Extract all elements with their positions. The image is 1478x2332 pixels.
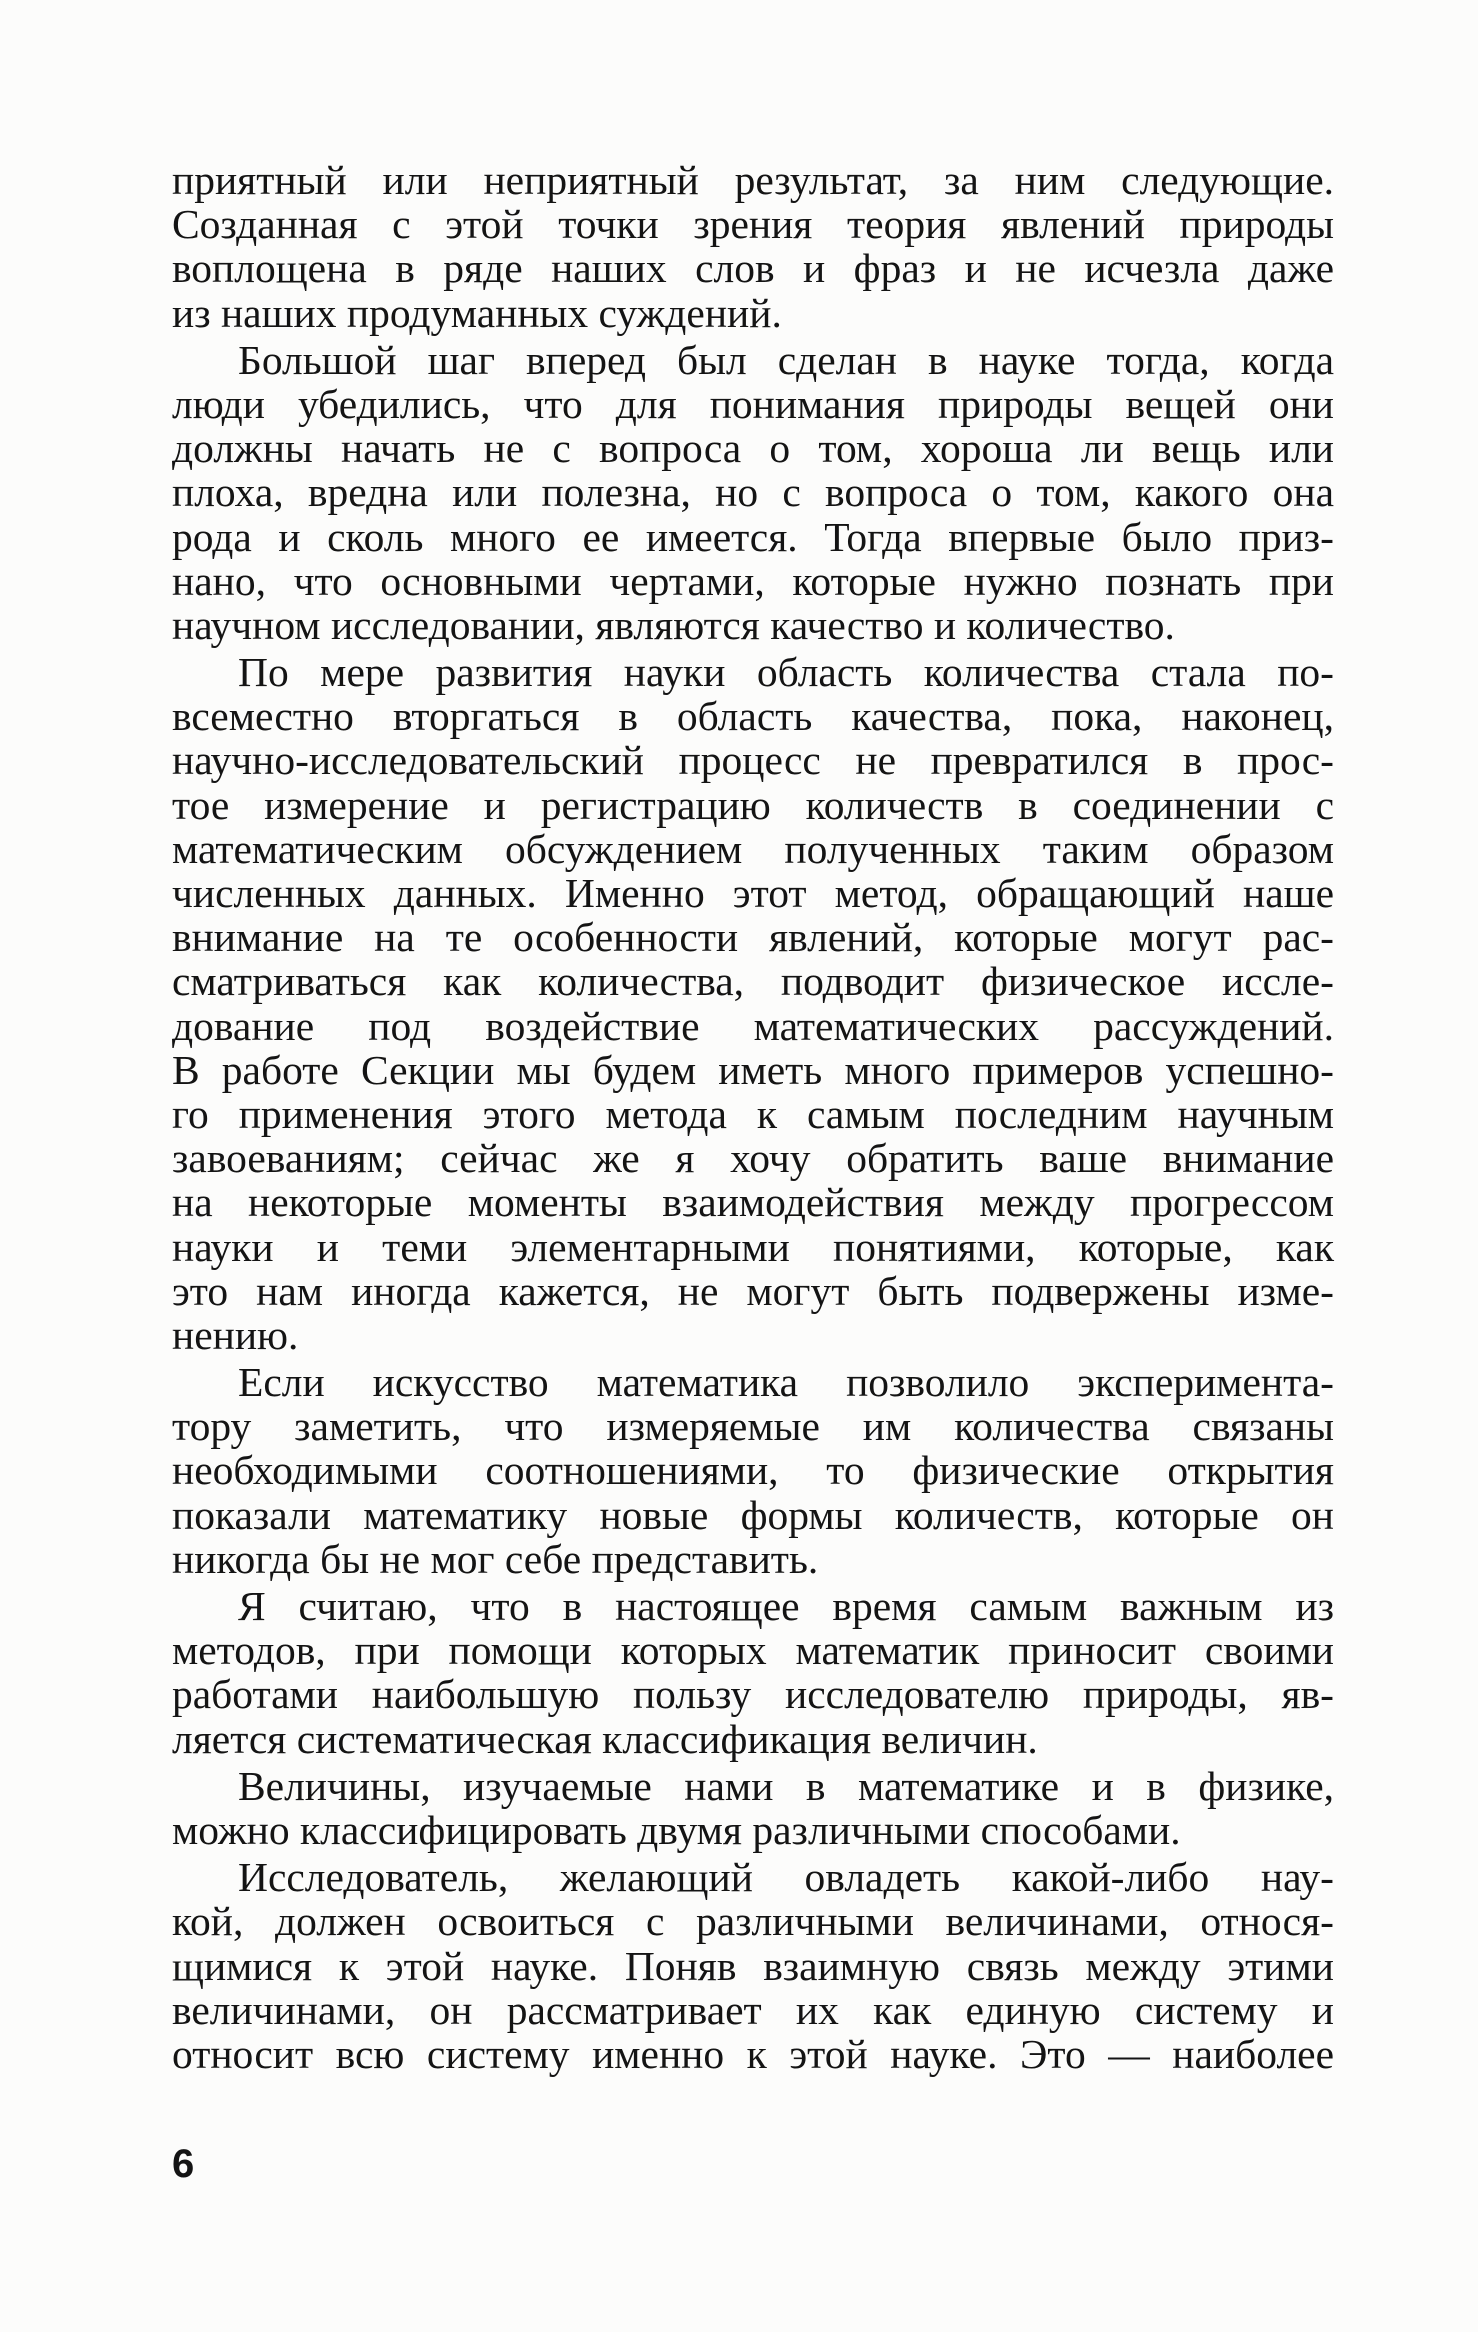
text-line: завоеваниям; сейчас же я хочу обратить ваше внимание: [172, 1135, 1334, 1182]
text-line: По мере развития науки область количества стала по-: [238, 649, 1334, 696]
text-line: кой, должен освоиться с различными величинами, относя-: [172, 1898, 1334, 1945]
text-line: методов, при помощи которых математик приносит своими: [172, 1627, 1334, 1674]
text-line: Я считаю, что в настоящее время самым важным из: [238, 1583, 1334, 1629]
text-line: никогда бы не мог себе представить.: [172, 1535, 819, 1582]
text-line: Исследователь, желающий овладеть какой-либо нау-: [238, 1854, 1334, 1901]
text-line: научном исследовании, являются качество и количество.: [172, 601, 1175, 648]
text-line: из наших продуманных суждений.: [172, 289, 782, 336]
text-line: науки и теми элементарными понятиями, которые, как: [172, 1223, 1334, 1270]
text-line: ляется систематическая классификация величин.: [172, 1715, 1038, 1762]
text-line: необходимыми соотношениями, то физические открытия: [172, 1447, 1334, 1494]
paragraph: [172, 1584, 1334, 1761]
text-line: В работе Секции мы будем иметь много примеров успешно-: [172, 1046, 1334, 1093]
text-line: относит всю систему именно к этой науке. Это — наиболее: [172, 2030, 1334, 2077]
text-line: дование под воздействие математических рассуждений.: [172, 1002, 1334, 1049]
paragraph: [172, 338, 1334, 647]
paragraph: [172, 650, 1334, 1357]
text-line: плоха, вредна или полезна, но с вопроса о том, какого она: [172, 469, 1334, 516]
text-line: нано, что основными чертами, которые нужно познать при: [172, 557, 1334, 604]
text-line: тое измерение и регистрацию количеств в соединении с: [172, 781, 1334, 828]
text-line: воплощена в ряде наших слов и фраз и не исчезла даже: [172, 245, 1334, 292]
body-text: [172, 158, 1334, 2076]
text-line: Величины, изучаемые нами в математике и в физике,: [238, 1762, 1334, 1809]
text-line: го применения этого метода к самым последним научным: [172, 1090, 1334, 1137]
text-line: научно-исследовательский процесс не превратился в прос-: [172, 737, 1334, 784]
paragraph: [172, 1764, 1334, 1852]
page-number: 6: [172, 2142, 195, 2186]
text-line: Большой шаг вперед был сделан в науке тогда, когда: [238, 336, 1334, 383]
text-line: сматриваться как количества, подводит физическое иссле-: [172, 958, 1334, 1005]
text-line: Созданная с этой точки зрения теория явлений природы: [172, 201, 1334, 248]
text-line: всеместно вторгаться в область качества, пока, наконец,: [172, 693, 1334, 740]
paragraph: [172, 1360, 1334, 1581]
text-line: внимание на те особенности явлений, которые могут рас-: [172, 914, 1334, 961]
text-line: люди убедились, что для понимания природы вещей они: [172, 380, 1334, 427]
paragraph: [172, 158, 1334, 335]
text-line: тору заметить, что измеряемые им количества связаны: [172, 1403, 1334, 1450]
text-line: Если искусство математика позволило эксперимента-: [238, 1359, 1334, 1406]
paragraph: [172, 1855, 1334, 2076]
text-line: щимися к этой науке. Поняв взаимную связь между этими: [172, 1942, 1334, 1989]
text-line: это нам иногда кажется, не могут быть подвержены изме-: [172, 1267, 1334, 1314]
text-line: на некоторые моменты взаимодействия между прогрессом: [172, 1179, 1334, 1226]
text-line: показали математику новые формы количеств, которые он: [172, 1491, 1334, 1538]
text-line: работами наибольшую пользу исследователю природы, яв-: [172, 1671, 1334, 1718]
text-line: должны начать не с вопроса о том, хороша ли вещь или: [172, 425, 1334, 472]
text-line: математическим обсуждением полученных таким образом: [172, 825, 1334, 872]
text-line: можно классифицировать двумя различными способами.: [172, 1806, 1181, 1853]
text-line: численных данных. Именно этот метод, обращающий наше: [172, 870, 1334, 916]
text-line: рода и сколь много ее имеется. Тогда впервые было приз-: [172, 513, 1334, 560]
text-line: приятный или неприятный результат, за ним следующие.: [172, 157, 1334, 203]
text-line: нению.: [172, 1311, 299, 1358]
text-line: величинами, он рассматривает их как единую систему и: [172, 1986, 1334, 2033]
